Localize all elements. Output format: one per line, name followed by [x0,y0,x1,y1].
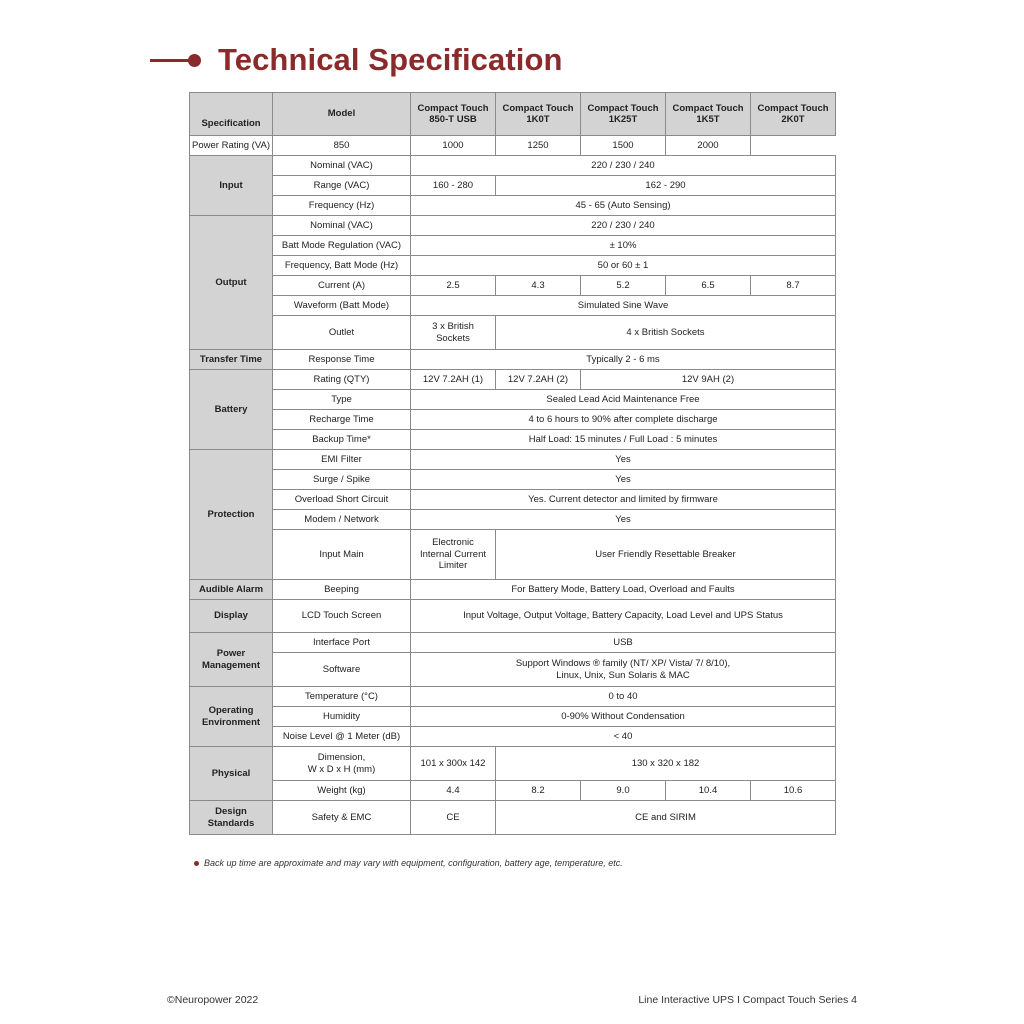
spec-label: Input Main [273,530,411,580]
page-title: Technical Specification [218,42,563,77]
spec-label: Frequency (Hz) [273,196,411,216]
spec-value: 4 x British Sockets [496,316,836,350]
spec-label: Type [273,390,411,410]
category-label: Power [216,648,246,659]
spec-value: 160 - 280 [411,176,496,196]
spec-value: Sealed Lead Acid Maintenance Free [411,390,836,410]
section-heading [150,38,563,82]
category-cell [190,747,273,801]
category-cell [190,450,273,580]
spec-value: 162 - 290 [496,176,836,196]
category-cell [190,350,273,370]
category-label: Design [215,806,247,817]
table-row [190,236,836,256]
table-row [190,510,836,530]
category-label: Input [219,179,243,191]
category-label: Operating [208,705,254,716]
table-row [190,176,836,196]
spec-label: Batt Mode Regulation (VAC) [273,236,411,256]
spec-label: Power Rating (VA) [190,136,273,156]
heading-line-decoration [150,59,190,62]
spec-value: Electronic Internal Current Limiter [411,530,496,580]
spec-label: Safety & EMC [273,801,411,835]
table-row [190,316,836,350]
spec-value: Input Voltage, Output Voltage, Battery Capacity, Load Level and UPS Status [411,600,836,633]
spec-label: Interface Port [273,633,411,653]
table-row [190,633,836,653]
table-row [190,490,836,510]
spec-value: Yes. Current detector and limited by firmware [411,490,836,510]
spec-value: 12V 7.2AH (2) [496,370,581,390]
spec-value: Typically 2 - 6 ms [411,350,836,370]
spec-value: Yes [411,450,836,470]
spec-value: 8.2 [496,781,581,801]
spec-value: 0-90% Without Condensation [411,707,836,727]
table-row [190,653,836,687]
table-row [190,470,836,490]
spec-label: Nominal (VAC) [273,216,411,236]
spec-value: 5.2 [581,276,666,296]
spec-value: 12V 9AH (2) [581,370,836,390]
spec-label: Range (VAC) [273,176,411,196]
category-label: Display [214,610,248,622]
spec-label: Rating (QTY) [273,370,411,390]
spec-value: < 40 [411,727,836,747]
spec-label: Weight (kg) [273,781,411,801]
model-line-1: Compact Touch [502,102,574,114]
spec-value: 45 - 65 (Auto Sensing) [411,196,836,216]
spec-value: 2000 [666,136,751,156]
category-label: Battery [214,403,248,415]
table-row [190,196,836,216]
spec-label: EMI Filter [273,450,411,470]
footnote [194,858,623,868]
model-line-2: 1K5T [696,114,720,125]
spec-label: Recharge Time [273,410,411,430]
spec-value: Support Windows ® family (NT/ XP/ Vista/ 7/ 8/10), Linux, Unix, Sun Solaris & MAC [411,653,836,687]
table-row [190,296,836,316]
category-label: Environment [201,716,261,728]
spec-value: 4.3 [496,276,581,296]
model-line-2: 1K0T [526,114,550,125]
table-row [190,156,836,176]
spec-label: Modem / Network [273,510,411,530]
spec-value: Yes [411,470,836,490]
category-label: Protection [207,508,255,520]
spec-label: Humidity [273,707,411,727]
model-line-1: Compact Touch [587,102,659,114]
category-label: Transfer Time [199,353,263,365]
spec-label: Dimension, W x D x H (mm) [273,747,411,781]
spec-value: User Friendly Resettable Breaker [496,530,836,580]
spec-value: USB [411,633,836,653]
spec-label: Surge / Spike [273,470,411,490]
spec-value: 1250 [496,136,581,156]
spec-value: 1500 [581,136,666,156]
spec-value: For Battery Mode, Battery Load, Overload and Faults [411,580,836,600]
spec-value: 220 / 230 / 240 [411,216,836,236]
spec-value: ± 10% [411,236,836,256]
spec-value: 10.4 [666,781,751,801]
spec-label: Noise Level @ 1 Meter (dB) [273,727,411,747]
table-row [190,216,836,236]
table-row [190,370,836,390]
heading-dot-icon [188,54,201,67]
spec-value: 10.6 [751,781,836,801]
spec-value: 4.4 [411,781,496,801]
category-cell [190,370,273,450]
spec-value: Simulated Sine Wave [411,296,836,316]
header-specification: Specification [190,93,273,136]
table-row [190,276,836,296]
footer-page-info: Line Interactive UPS I Compact Touch Series 4 [638,994,857,1006]
table-row [190,600,836,633]
spec-value: CE and SIRIM [496,801,836,835]
table-row [190,707,836,727]
spec-label: Waveform (Batt Mode) [273,296,411,316]
table-row [190,390,836,410]
footnote-text: Back up time are approximate and may vary with equipment, configuration, battery age, temperature, etc. [204,858,623,868]
table-row [190,450,836,470]
table-row [190,781,836,801]
table-row [190,530,836,580]
category-label: Standards [207,817,255,829]
model-line-2: 2K0T [781,114,805,125]
table-row [190,580,836,600]
header-model-4 [666,93,751,136]
spec-label: Nominal (VAC) [273,156,411,176]
spec-value: 130 x 320 x 182 [496,747,836,781]
spec-value: Half Load: 15 minutes / Full Load : 5 minutes [411,430,836,450]
spec-value: 2.5 [411,276,496,296]
spec-label: Response Time [273,350,411,370]
table-row [190,256,836,276]
spec-value: 50 or 60 ± 1 [411,256,836,276]
table-header-row [190,93,836,136]
category-label: Audible Alarm [198,583,264,595]
spec-value: 8.7 [751,276,836,296]
model-line-1: Compact Touch [672,102,744,114]
spec-value: 9.0 [581,781,666,801]
category-label: Output [215,276,247,288]
category-label: Physical [211,767,251,779]
header-model-2 [496,93,581,136]
spec-label: Beeping [273,580,411,600]
table-row [190,747,836,781]
category-cell [190,580,273,600]
spec-value: 3 x British Sockets [411,316,496,350]
spec-label: Frequency, Batt Mode (Hz) [273,256,411,276]
footer-copyright: ©Neuropower 2022 [167,994,259,1006]
table-row [190,727,836,747]
header-model-5 [751,93,836,136]
spec-value: 0 to 40 [411,687,836,707]
table-row [190,801,836,835]
category-cell [190,801,273,835]
header-model-1 [411,93,496,136]
category-cell [190,216,273,350]
model-line-1: Compact Touch [757,102,829,114]
spec-label: Outlet [273,316,411,350]
spec-value: 6.5 [666,276,751,296]
header-model-3 [581,93,666,136]
table-row [190,430,836,450]
spec-value: 220 / 230 / 240 [411,156,836,176]
category-cell [190,633,273,687]
spec-value: 12V 7.2AH (1) [411,370,496,390]
bullet-icon [194,861,199,866]
spec-label: LCD Touch Screen [273,600,411,633]
table-row [190,687,836,707]
category-cell [190,687,273,747]
spec-value: 4 to 6 hours to 90% after complete discharge [411,410,836,430]
specification-table [189,92,836,835]
model-line-2: 1K25T [608,114,638,125]
spec-label: Software [273,653,411,687]
category-cell [190,600,273,633]
model-line-1: Compact Touch [417,102,489,114]
model-line-2: 850-T USB [429,114,477,125]
spec-label: Backup Time* [273,430,411,450]
table-row [190,350,836,370]
spec-label: Current (A) [273,276,411,296]
spec-value: 1000 [411,136,496,156]
header-model: Model [273,93,411,136]
spec-label: Temperature (°C) [273,687,411,707]
spec-value: 850 [273,136,411,156]
category-label: Management [201,659,261,671]
spec-value: Yes [411,510,836,530]
spec-value: 101 x 300x 142 [411,747,496,781]
spec-value: CE [411,801,496,835]
spec-label: Overload Short Circuit [273,490,411,510]
category-cell [190,156,273,216]
table-row [190,136,836,156]
table-row [190,410,836,430]
